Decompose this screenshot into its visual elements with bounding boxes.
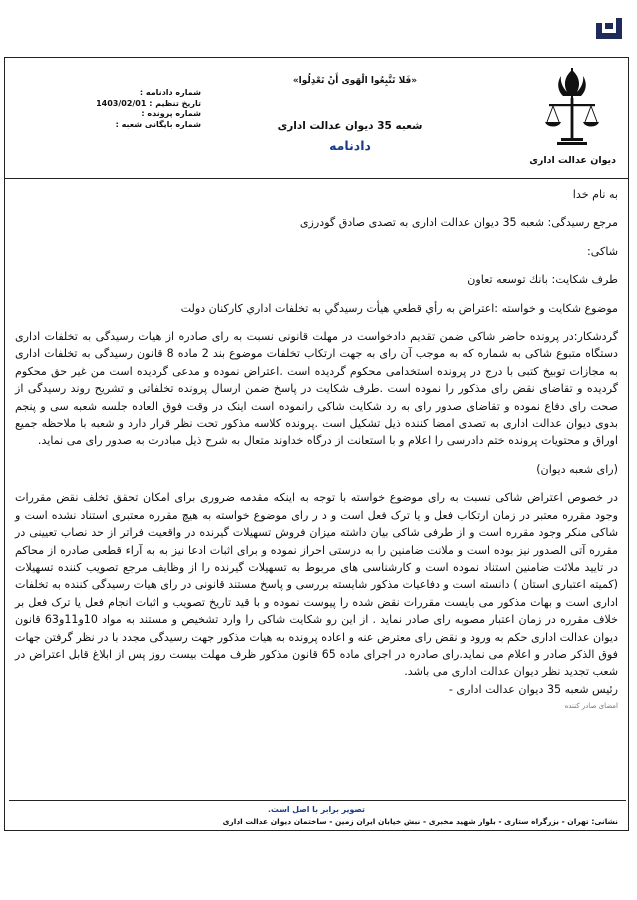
branch-title: شعبه 35 دیوان عدالت اداری bbox=[277, 120, 423, 132]
signer-line: رئیس شعبه 35 دیوان عدالت اداری - bbox=[448, 682, 618, 696]
invocation: به نام خدا bbox=[572, 188, 618, 201]
ruling-heading: (رای شعبه دیوان) bbox=[536, 462, 618, 476]
address-line: نشانی: تهران - بزرگراه ستاری - بلوار شهید مخبری - نبش خیابان ایران زمین - ساختمان دیوان عدالت اداری bbox=[222, 817, 618, 826]
iran-emblem-scales-icon bbox=[543, 66, 601, 148]
signer-note: امضای صادر کننده bbox=[564, 702, 618, 711]
ruling-paragraph: در خصوص اعتراض شاکی نسبت به رای موضوع خواسته با توجه به اینکه مقدمه ضروری برای امکان تحقق تخلف نقض مقررات وجود مقرره معتبر در زمان ارتکاب فعل و یا ترک فعل است و د ر رای موضوع خواسته به هیچ مقرره معتبری استناد نشده است و شاکی منکر وجود مقرره است و از طرفی شاکی بیان داشته میزان فروش تسهیلات گیرنده در واقعیت فراتر از حد نصاب تعیینی در مقرره آتی الصدور نیز بوده است و ملانت ضامنین را به درستی احراز نموده و برای اثبات ادعا نیز به به آراء قطعی صادره از محاکم در تایید ملائت ضامنین استناد نموده است و کارشناسی های مربوط به تسهیلات گیرنده را از وظایف مرجع تصویب کننده تسهیلات (کمیته اعتباری استان ) دانسته است و دفاعیات مذکور شایسته بررسی و پاسخ مستند قانونی در رای هیات رسیدگی کننده به تخلفات اداری است و بهات مذکور می بایست مقررات نقض شده را پیوست نموده و با قید تاریخ تصویب و اثبات انجام فعل یا ترک فعل بر خلاف مقرره در زمان اعتبار مصوبه رای صادر نماید . از این رو شکایت شاکی را وارد تشخیص و مستند به مواد 10و11و63 قانون دیوان عدالت اداری حکم به ورود و نقض رای معترض عنه و اعاده پرونده به هیات مذکور جهت رسیدگی مجدد با در نظر گرفتن جهات فوق الذکر صادر و اعلام می نماید.رای صادره در اجرای ماده 65 قانون مذکور ظرف مهلت بیست روز پس از ابلاغ قابل اعتراض در شعب تجدید نظر دیوان عدالت اداری می باشد. bbox=[15, 491, 618, 679]
subject-line: موضوع شکایت و خواسته :اعتراض به رأي قطعي هيأت رسيدگي به تخلفات اداري کارکنان دولت bbox=[180, 301, 618, 315]
report-paragraph: گردشکار:در پرونده حاضر شاکی ضمن تقدیم دادخواست در مهلت قانونی نسبت به رای صادره از هیات رسیدگی به تخلفات اداری دستگاه متبوع شاکی به شماره که به موجب آن رای به جهت ارتکاب تخلفات موضوع بند 2 ماده 8 قانون رسیدگی به تخلفات اداری به مجازات توبیخ کتبی با درج در پرونده استخدامی محکوم گردیده است .اعتراض نموده و مدعی گردیده است من غیر حق محکوم گردیده و تقاضای نقض رای مذکور را نموده است .طرف شکایت در پاسخ ضمن ارسال پرونده تخلفاتی و تشریح روند رسیدگی از صحت رای دفاع نموده و تقاضای صدور رای به رد شکایت شاکی رانموده است اینک در وقت فوق العاده جلسه شعبه سی و پنجم بدوی دیوان عدالت اداری به تصدی امضا کننده ذیل تشکیل است .پرونده کلاسه مذکور تحت نظر قرار دارد و شعبه با ملاحظه جمیع اوراق و محتویات پرونده ختم دادرسی را اعلام و با استعانت از درگاه خداوند متعال به شرح ذیل مبادرت به صدور رای می نماید. bbox=[15, 330, 618, 448]
case-number-label: شماره پرونده : bbox=[141, 109, 201, 119]
complainant-line: شاکی: bbox=[587, 244, 618, 258]
quran-verse: «فَلا تَتَّبِعُوا الْهَوى أَنْ تَعْدِلُوا» bbox=[292, 76, 418, 86]
date-label: تاریخ تنظیم : bbox=[149, 98, 201, 108]
certify-note: تصویر برابر با اصل است. bbox=[268, 805, 365, 814]
court-logo-icon bbox=[594, 14, 624, 44]
archive-number-label: شماره بایگانی شعبه : bbox=[115, 119, 201, 129]
document-title: دادنامه bbox=[329, 138, 371, 153]
reference-line: مرجع رسیدگی: شعبه 35 دیوان عدالت اداری به تصدی صادق گودرزی bbox=[299, 216, 618, 230]
footer-divider bbox=[9, 800, 626, 801]
document-body bbox=[15, 186, 618, 716]
court-name: دیوان عدالت اداری bbox=[529, 155, 616, 166]
defendant-line: طرف شکایت: بانك توسعه تعاون bbox=[467, 273, 618, 287]
document-footer bbox=[15, 804, 618, 828]
document-page bbox=[4, 57, 629, 831]
document-header bbox=[5, 58, 628, 179]
document-meta bbox=[91, 88, 201, 130]
date-value: 1403/02/01 bbox=[96, 98, 147, 108]
date-row bbox=[91, 99, 201, 110]
dadname-number-label: شماره دادنامه : bbox=[139, 88, 201, 97]
